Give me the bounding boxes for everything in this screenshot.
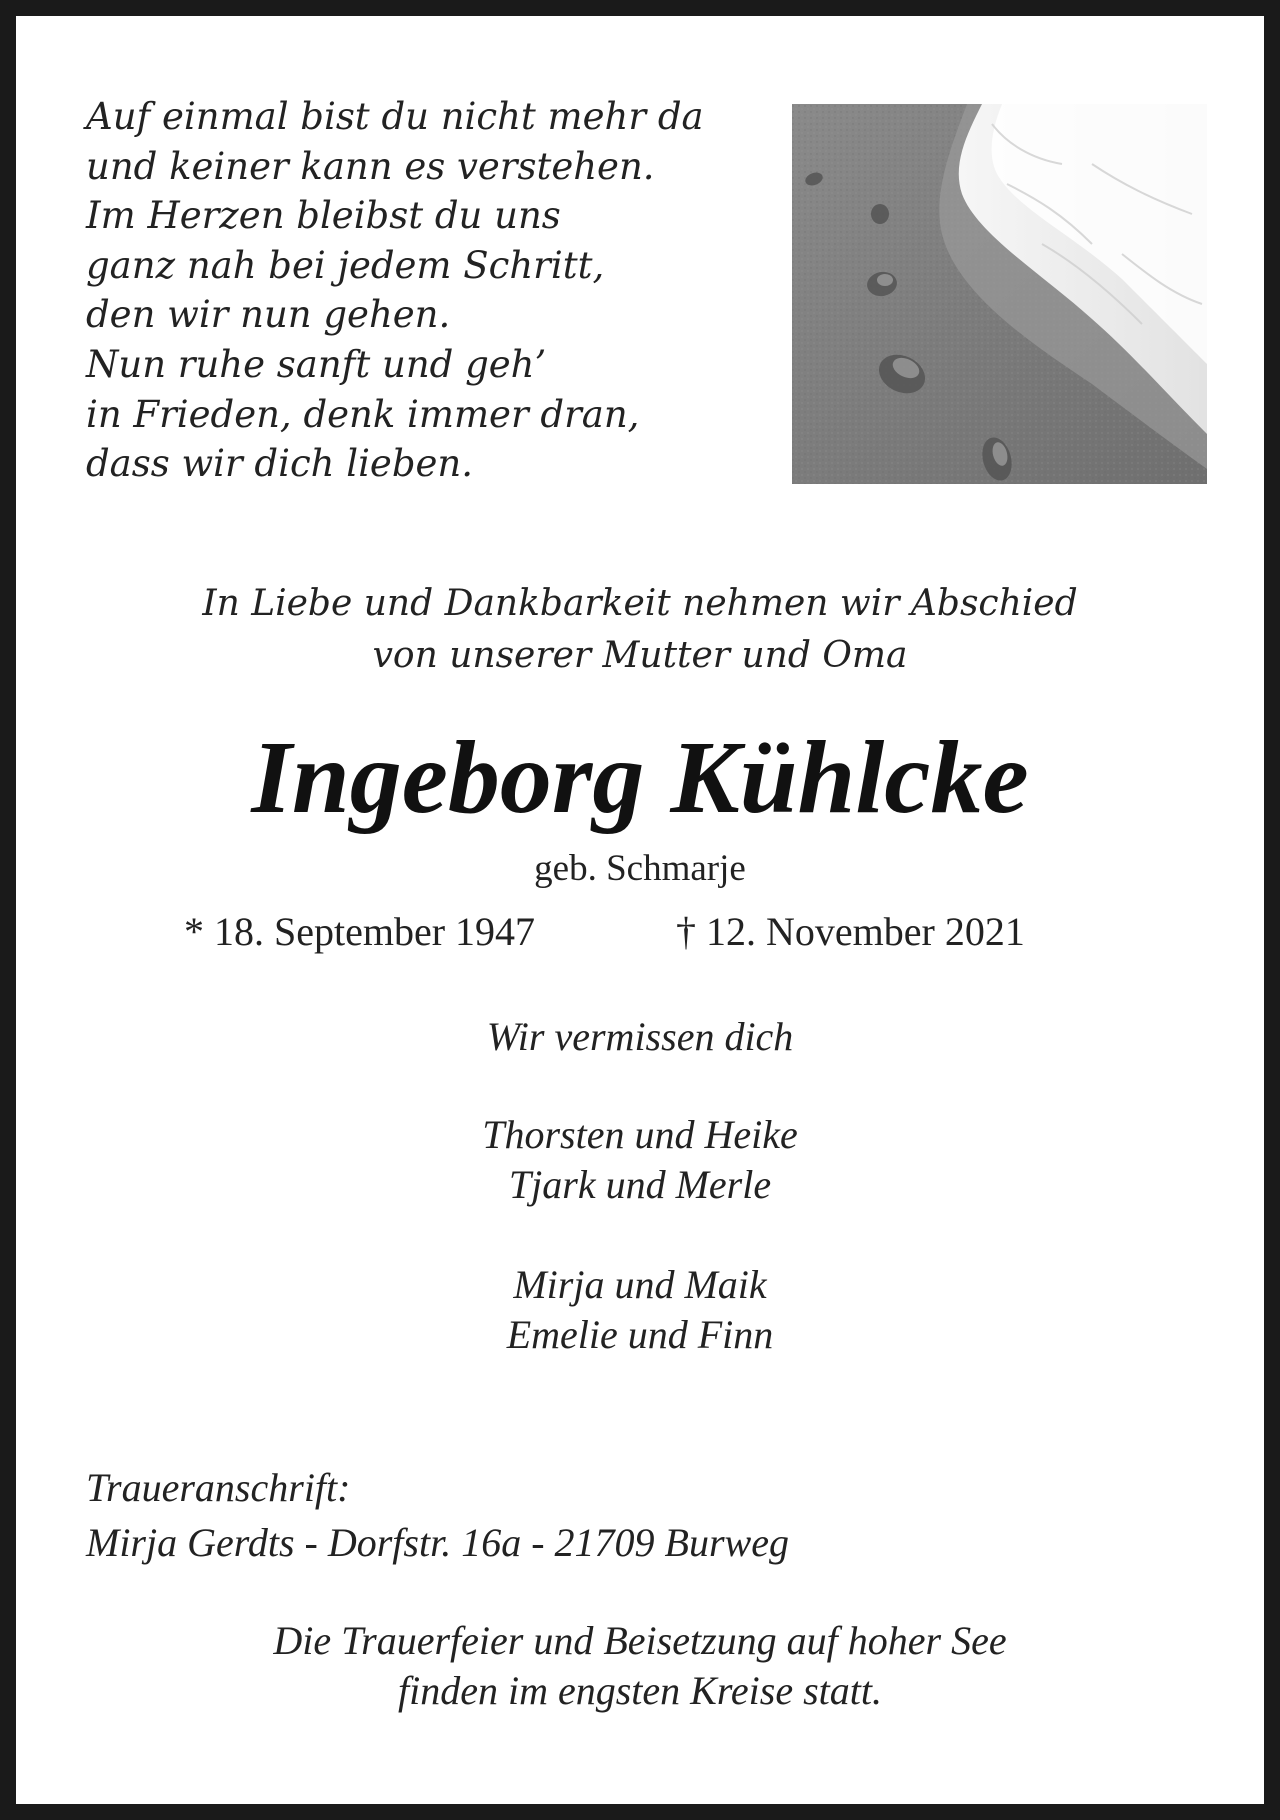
intro-text (0, 578, 1280, 682)
poem-line: ganz nah bei jedem Schritt, (86, 243, 605, 287)
poem-line: Auf einmal bist du nicht mehr da (86, 95, 704, 138)
family-group (0, 1260, 1280, 1360)
farewell-message: Wir vermissen dich (486, 1014, 794, 1059)
ceremony-note (0, 1616, 1280, 1716)
poem-line: dass wir dich lieben. (86, 442, 474, 486)
family-group (0, 1110, 1280, 1210)
ceremony-line: finden im engsten Kreise statt. (397, 1668, 883, 1713)
family-line: Tjark und Merle (508, 1162, 772, 1207)
poem-line: und keiner kann es verstehen. (86, 144, 655, 188)
intro-line: In Liebe und Dankbarkeit nehmen wir Abschied (202, 583, 1078, 624)
family-line: Mirja und Maik (513, 1262, 767, 1307)
deceased-name: Ingeborg Kühlcke (251, 720, 1029, 835)
poem (86, 92, 766, 489)
ceremony-line: Die Trauerfeier und Beisetzung auf hoher See (273, 1618, 1007, 1663)
death-date: † 12. November 2021 (676, 909, 1025, 954)
maiden-name: geb. Schmarje (534, 848, 746, 889)
family-line: Emelie und Finn (506, 1312, 774, 1357)
footprints-in-sand-image (792, 104, 1207, 484)
address-line: Mirja Gerdts - Dorfstr. 16a - 21709 Burweg (86, 1520, 789, 1565)
family-line: Thorsten und Heike (482, 1112, 798, 1157)
address-label: Traueranschrift: (86, 1465, 351, 1510)
mourning-address (86, 1460, 1086, 1570)
birth-date: * 18. September 1947 (184, 909, 536, 954)
intro-line: von unserer Mutter und Oma (372, 635, 908, 676)
life-dates (0, 904, 1280, 960)
poem-line: Im Herzen bleibst du uns (86, 194, 561, 238)
poem-line: in Frieden, denk immer dran, (86, 392, 640, 436)
poem-line: den wir nun gehen. (86, 293, 451, 337)
poem-line: Nun ruhe sanft und geh’ (86, 342, 547, 386)
